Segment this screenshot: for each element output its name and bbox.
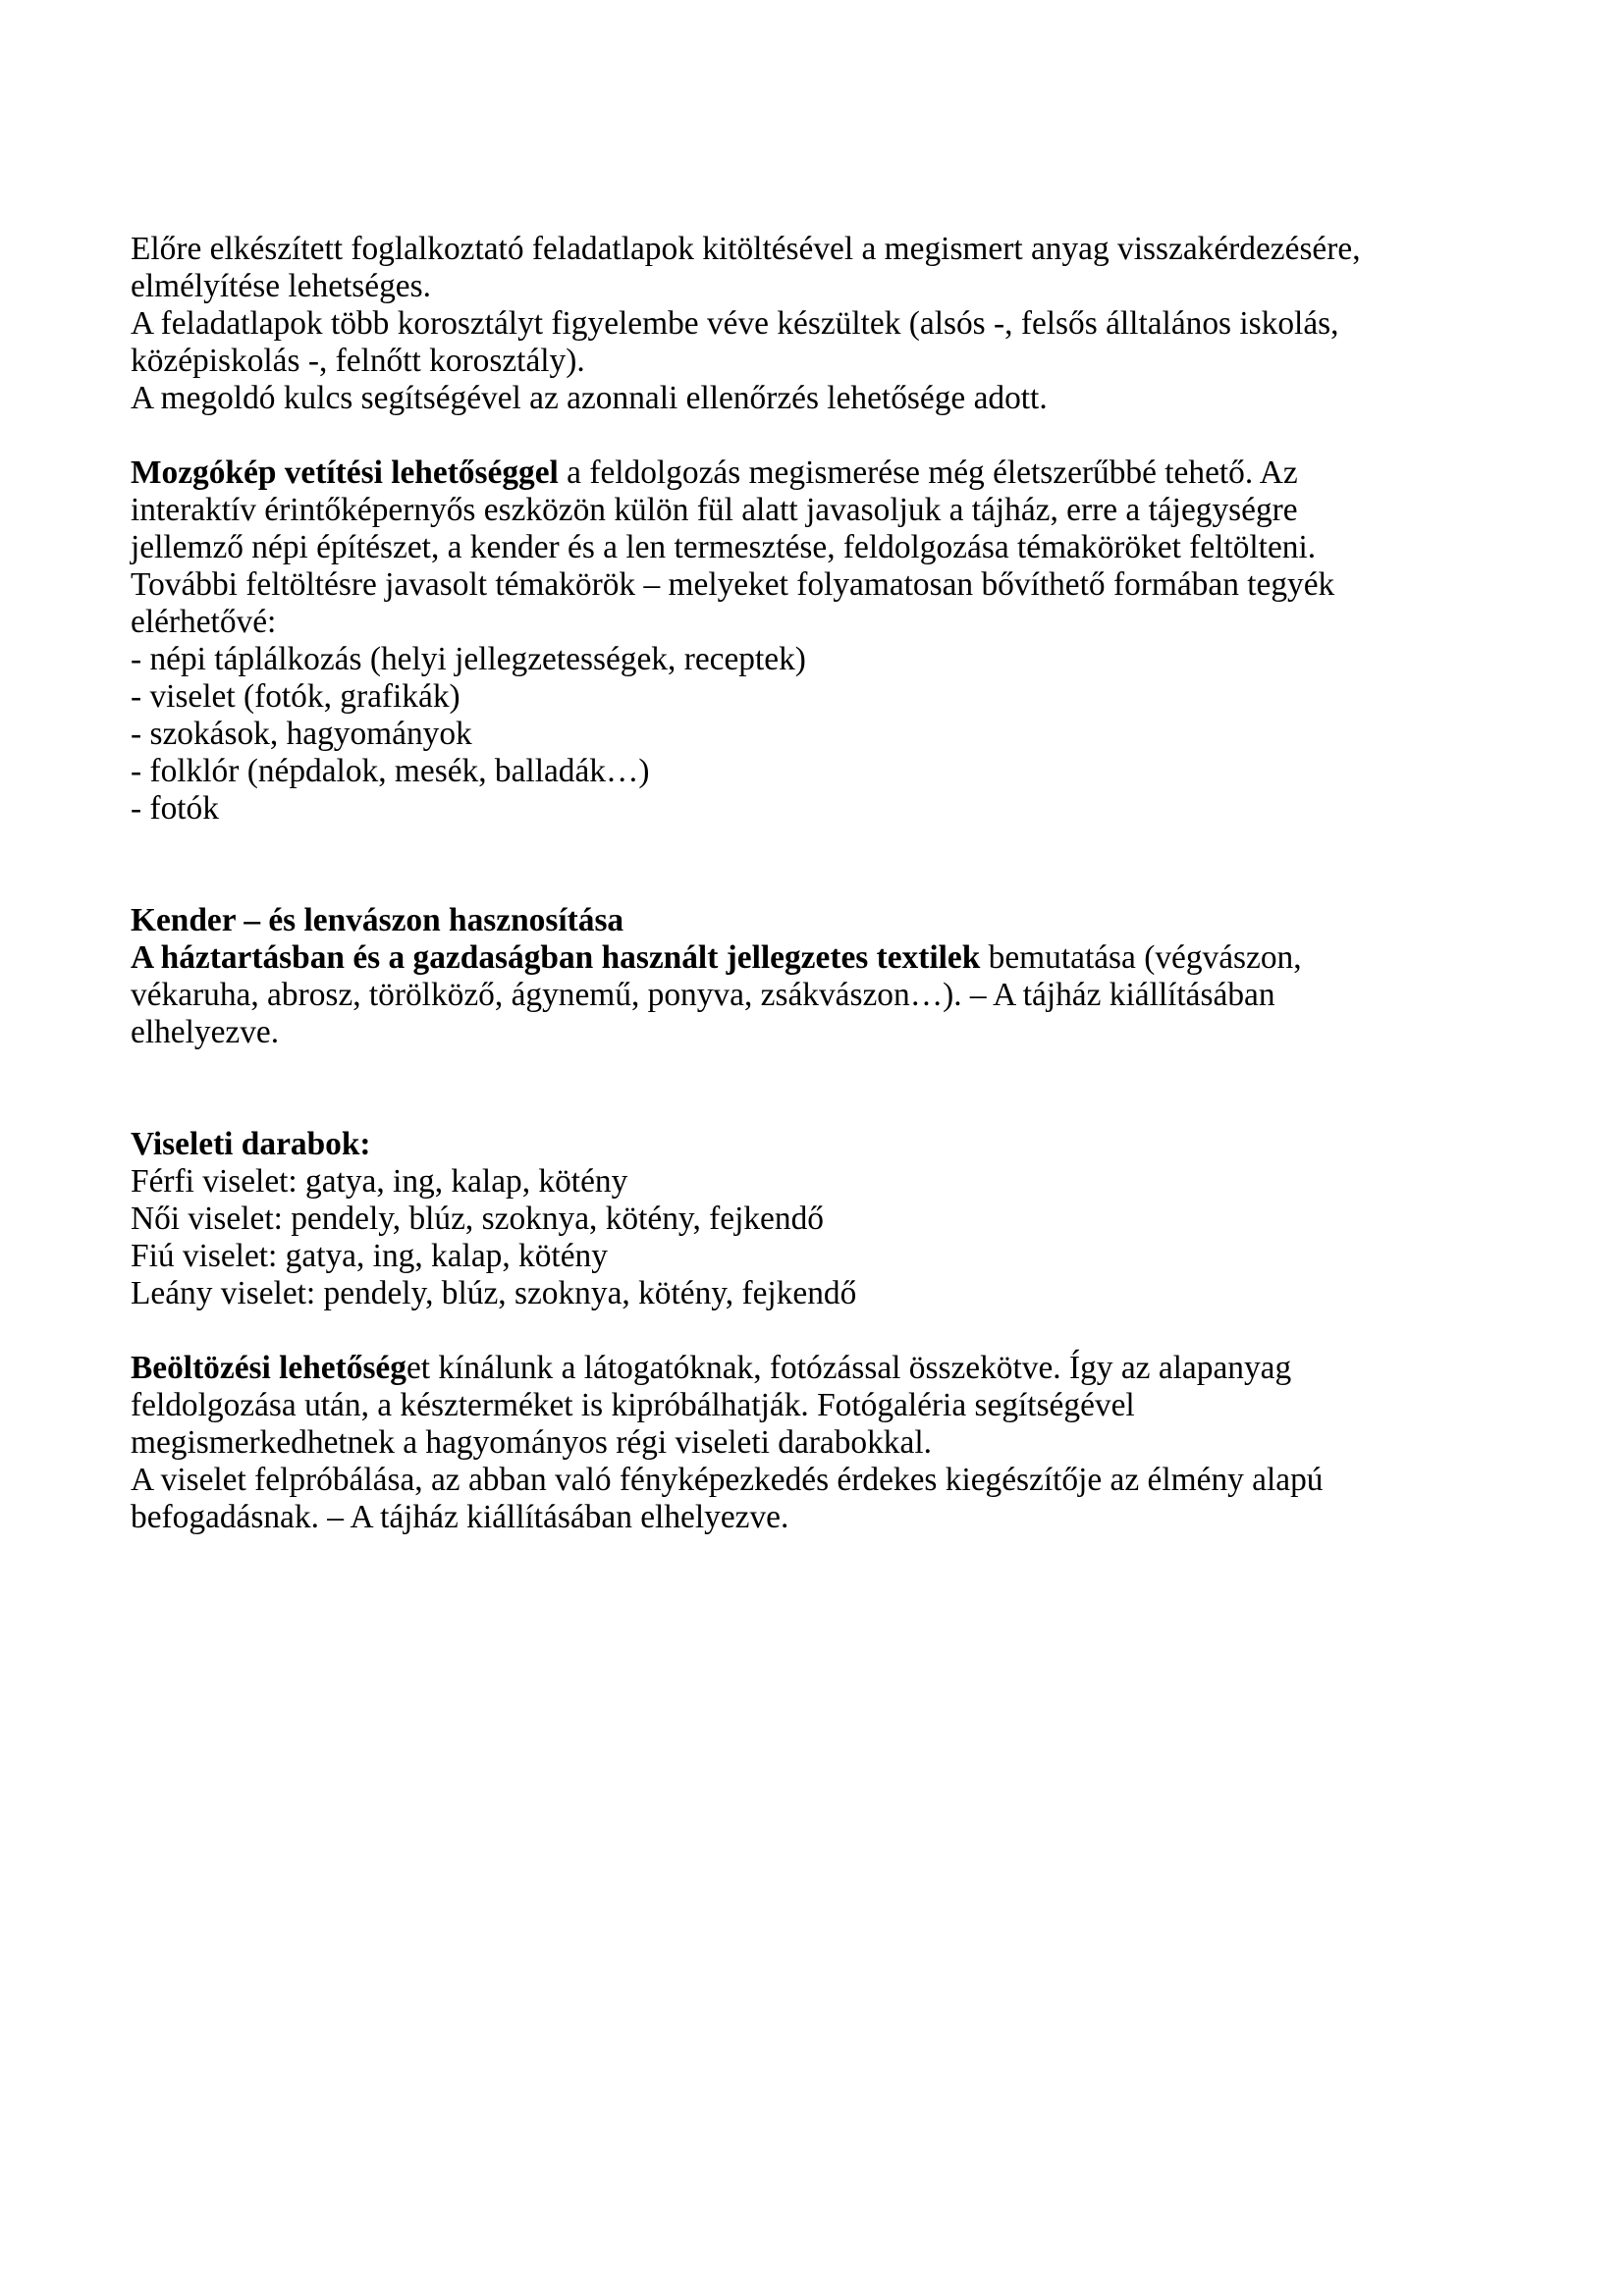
text-run: - folklór (népdalok, mesék, balladák…) — [131, 753, 650, 789]
text-run: befogadásnak. – A tájház kiállításában elhelyezve. — [131, 1499, 789, 1535]
text-run: elhelyezve. — [131, 1014, 280, 1050]
text-run: - fotók — [131, 790, 219, 827]
text-run: Leány viselet: pendely, blúz, szoknya, kötény, fejkendő — [131, 1275, 857, 1311]
text-line — [131, 604, 1525, 641]
text-run: A feladatlapok több korosztályt figyelembe véve készültek (alsós -, felsős álltalános iskolás, — [131, 305, 1339, 342]
text-line — [131, 1163, 1525, 1201]
text-run: Fiú viselet: gatya, ing, kalap, kötény — [131, 1238, 608, 1274]
text-line — [131, 529, 1525, 566]
text-line — [131, 268, 1525, 305]
text-line — [131, 678, 1525, 716]
text-run: feldolgozása után, a készterméket is kipróbálhatják. Fotógaléria segítségével — [131, 1387, 1135, 1423]
text-line — [131, 492, 1525, 529]
text-run: A megoldó kulcs segítségével az azonnali ellenőrzés lehetősége adott. — [131, 380, 1048, 416]
text-line — [131, 566, 1525, 604]
blank-line — [131, 1312, 1525, 1350]
text-line — [131, 1275, 1525, 1312]
text-line — [131, 305, 1525, 343]
text-run: interaktív érintőképernyős eszközön külön fül alatt javasoljuk a tájház, erre a tájegységre — [131, 492, 1298, 528]
text-run: a feldolgozás megismerése még életszerűbbé tehető. Az — [558, 454, 1298, 491]
text-line — [131, 939, 1525, 977]
text-line — [131, 1424, 1525, 1462]
text-line — [131, 343, 1525, 380]
text-run: - szokások, hagyományok — [131, 716, 472, 752]
bold-text-run: Kender – és lenvászon hasznosítása — [131, 902, 624, 938]
bold-text-run: Beöltözési lehetőség — [131, 1350, 406, 1386]
bold-text-run: Viseleti darabok: — [131, 1126, 371, 1162]
text-line — [131, 790, 1525, 828]
text-line — [131, 716, 1525, 753]
text-run: Női viselet: pendely, blúz, szoknya, kötény, fejkendő — [131, 1201, 824, 1237]
text-run: jellemző népi építészet, a kender és a len termesztése, feldolgozása témaköröket feltölteni. — [131, 529, 1317, 565]
text-line — [131, 977, 1525, 1014]
text-line — [131, 753, 1525, 790]
text-run: Férfi viselet: gatya, ing, kalap, kötény — [131, 1163, 628, 1200]
blank-line — [131, 1051, 1525, 1089]
bold-text-run: Mozgókép vetítési lehetőséggel — [131, 454, 559, 491]
text-line — [131, 902, 1525, 939]
blank-line — [131, 865, 1525, 902]
text-run: - népi táplálkozás (helyi jellegzetességek, receptek) — [131, 641, 806, 677]
text-run: elmélyítése lehetséges. — [131, 268, 431, 304]
text-line — [131, 1499, 1525, 1536]
text-run: - viselet (fotók, grafikák) — [131, 678, 460, 715]
text-run: et kínálunk a látogatóknak, fotózással összekötve. Így az alapanyag — [406, 1350, 1292, 1386]
text-line — [131, 231, 1525, 268]
blank-line — [131, 417, 1525, 454]
text-run: További feltöltésre javasolt témakörök – melyeket folyamatosan bővíthető formában tegyék — [131, 566, 1335, 603]
text-run: megismerkedhetnek a hagyományos régi viseleti darabokkal. — [131, 1424, 932, 1461]
text-run: Előre elkészített foglalkoztató feladatlapok kitöltésével a megismert anyag visszakérdezésére, — [131, 231, 1361, 267]
text-line — [131, 641, 1525, 678]
text-line — [131, 1238, 1525, 1275]
text-line — [131, 1350, 1525, 1387]
text-line — [131, 380, 1525, 417]
text-line — [131, 1462, 1525, 1499]
text-run: bemutatása (végvászon, — [980, 939, 1302, 976]
text-run: vékaruha, abrosz, törölköző, ágynemű, ponyva, zsákvászon…). – A tájház kiállításában — [131, 977, 1275, 1013]
text-line — [131, 1201, 1525, 1238]
blank-line — [131, 1089, 1525, 1126]
blank-line — [131, 828, 1525, 865]
text-run: középiskolás -, felnőtt korosztály). — [131, 343, 585, 379]
text-line — [131, 1387, 1525, 1424]
text-line — [131, 1126, 1525, 1163]
bold-text-run: A háztartásban és a gazdaságban használt jellegzetes textilek — [131, 939, 981, 976]
text-line — [131, 1014, 1525, 1051]
text-run: A viselet felpróbálása, az abban való fényképezkedés érdekes kiegészítője az élmény alapú — [131, 1462, 1324, 1498]
text-line — [131, 454, 1525, 492]
text-run: elérhetővé: — [131, 604, 277, 640]
document-text-block — [131, 231, 1525, 1536]
